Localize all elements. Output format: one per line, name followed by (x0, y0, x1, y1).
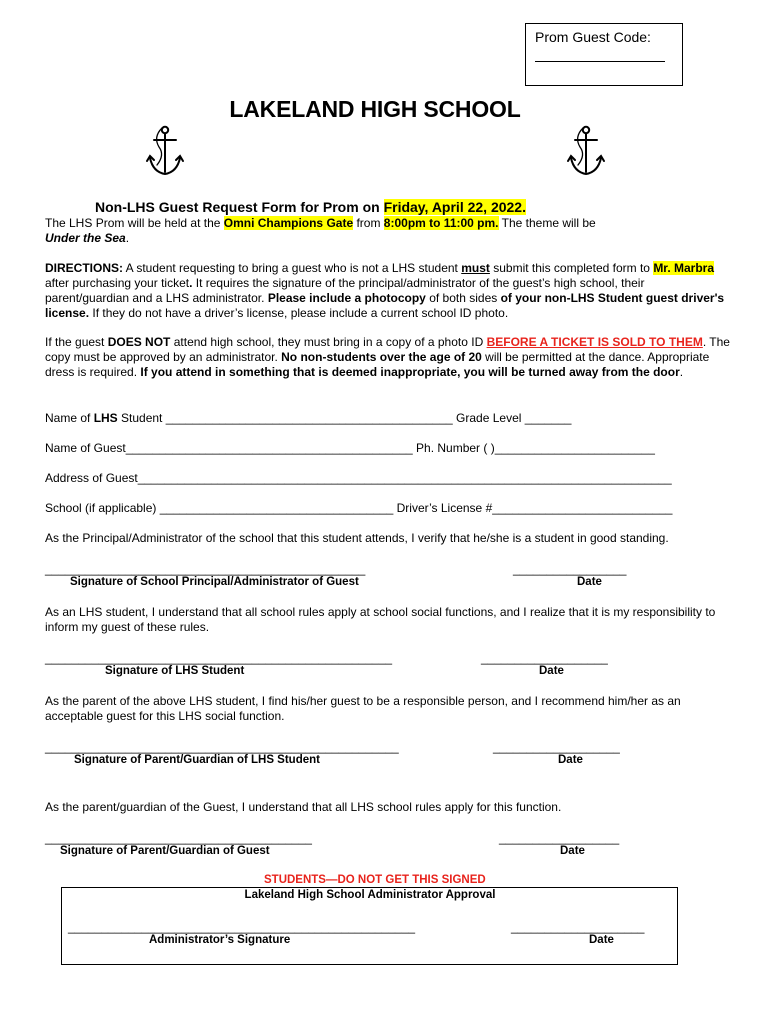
students-warning: STUDENTS—DO NOT GET THIS SIGNED (264, 874, 486, 886)
guest-code-field[interactable] (535, 51, 665, 62)
guest-parent-date-label: Date (560, 845, 585, 857)
admin-date-label: Date (589, 934, 614, 946)
theme: Under the Sea (45, 231, 126, 245)
parent-statement: As the parent of the above LHS student, I find his/her guest to be a responsible person, and I recommend him/her as an acceptable guest for this LHS social function. (45, 694, 681, 723)
parent-signature-label: Signature of Parent/Guardian of LHS Student (74, 754, 320, 766)
guest-address-field[interactable]: Address of Guest________________________________________________________________________________ (45, 471, 672, 485)
guest-code-box (525, 23, 683, 86)
guest-parent-signature-label: Signature of Parent/Guardian of Guest (60, 845, 270, 857)
anchor-icon (566, 125, 606, 181)
admin-approval-title: Lakeland High School Administrator Approval (244, 889, 496, 901)
guest-name-field[interactable]: Name of Guest___________________________________________ Ph. Number ( )________________________ (45, 441, 655, 455)
student-statement: As an LHS student, I understand that all school rules apply at school social functions, and I realize that it is my responsibility to inform my guest of these rules. (45, 605, 716, 634)
principal-verify-text: As the Principal/Administrator of the school that this student attends, I verify that he/she is a student in good standing. (45, 531, 669, 545)
guest-parent-signature-line[interactable]: ________________________________________ (45, 831, 312, 845)
principal-signature-label: Signature of School Principal/Administrator of Guest (70, 576, 359, 588)
anchor-icon (145, 125, 185, 181)
parent-date-label: Date (558, 754, 583, 766)
form-title: Non-LHS Guest Request Form for Prom on Friday, April 22, 2022. (95, 199, 526, 215)
school-title: LAKELAND HIGH SCHOOL (229, 96, 521, 122)
prom-date: Friday, April 22, 2022. (383, 199, 526, 215)
principal-date-line[interactable]: _________________ (513, 562, 627, 576)
guest-parent-date-line[interactable]: __________________ (499, 831, 620, 845)
guest-code-label: Prom Guest Code: (535, 29, 651, 45)
directions-paragraph: DIRECTIONS: A student requesting to bring a guest who is not a LHS student must submit this completed form to Mr. Marbra after purchasing your ticket. It requires the signature of the principal/administrator of the guest’s high school, their parent/guardian and a LHS administrator. Please include a photocopy of both sides of your non-LHS Student guest driver's license. If they do not have a driver’s license, please include a current school ID photo. (45, 261, 725, 320)
student-date-label: Date (539, 665, 564, 677)
guest-rules-paragraph: If the guest DOES NOT attend high school, they must bring in a copy of a photo ID BEFORE A TICKET IS SOLD TO THEM. The copy must be approved by an administrator. No non-students over the age of 20 will be permitted at the dance. Appropriate dress is required. If you attend in something that is deemed inappropriate, you will be turned away from the door. (45, 335, 730, 379)
school-field[interactable]: School (if applicable) ___________________________________ Driver’s License #___________________________ (45, 501, 673, 515)
admin-signature-line[interactable]: ____________________________________________________ (68, 920, 416, 934)
principal-signature-line[interactable]: ________________________________________________ (45, 562, 366, 576)
admin-signature-label: Administrator’s Signature (149, 934, 291, 946)
guest-parent-statement: As the parent/guardian of the Guest, I understand that all LHS school rules apply for this function. (45, 800, 562, 814)
parent-signature-line[interactable]: _____________________________________________________ (45, 740, 399, 754)
student-signature-line[interactable]: ____________________________________________________ (45, 651, 393, 665)
student-signature-label: Signature of LHS Student (105, 665, 245, 677)
contact-name: Mr. Marbra (653, 261, 714, 275)
admin-date-line[interactable]: ____________________ (511, 920, 645, 934)
prom-time: 8:00pm to 11:00 pm. (383, 216, 499, 230)
student-date-line[interactable]: ___________________ (481, 651, 608, 665)
venue: Omni Champions Gate (223, 216, 354, 230)
intro-paragraph: The LHS Prom will be held at the Omni Champions Gate from 8:00pm to 11:00 pm. The theme will be Under the Sea. (45, 216, 596, 245)
principal-date-label: Date (577, 576, 602, 588)
lhs-student-name-field[interactable]: Name of LHS Student ___________________________________________ Grade Level _______ (45, 411, 572, 425)
ticket-warning: BEFORE A TICKET IS SOLD TO THEM (486, 335, 703, 349)
parent-date-line[interactable]: ___________________ (493, 740, 620, 754)
